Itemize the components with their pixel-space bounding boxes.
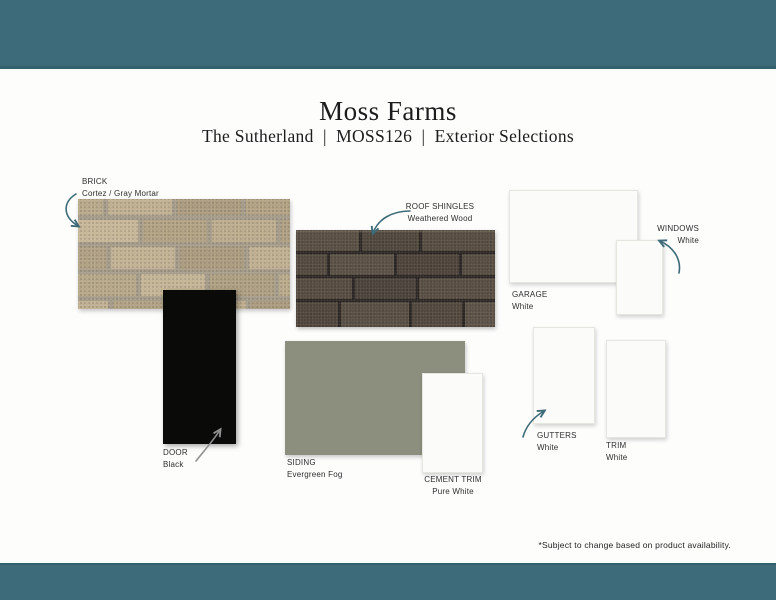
garage-label-title: GARAGE — [512, 290, 548, 299]
door-swatch — [163, 290, 236, 444]
brick-label-title: BRICK — [82, 177, 108, 186]
gutters-label — [537, 430, 577, 453]
brick-label-value: Cortez / Gray Mortar — [82, 188, 159, 198]
cement-trim-label-title: CEMENT TRIM — [424, 475, 482, 484]
gutters-label-title: GUTTERS — [537, 431, 577, 440]
trim-label-value: White — [606, 452, 628, 462]
siding-label — [287, 457, 343, 480]
garage-label — [512, 289, 547, 312]
door-label-value: Black — [163, 459, 184, 469]
brick-label — [82, 176, 159, 199]
trim-label — [606, 440, 627, 463]
page-title: Moss Farms — [319, 96, 457, 126]
roof-shingles-label — [398, 201, 482, 224]
gutters-label-value: White — [537, 442, 559, 452]
trim-swatch — [606, 340, 666, 438]
page-subtitle: The Sutherland | MOSS126 | Exterior Selections — [202, 126, 574, 146]
gutters-swatch — [533, 327, 595, 424]
brick-arrow-icon — [66, 194, 78, 226]
header — [0, 97, 776, 147]
windows-label-value: White — [677, 235, 699, 245]
cement-trim-label — [413, 474, 493, 497]
roof-shingles-label-value: Weathered Wood — [407, 213, 473, 223]
garage-label-value: White — [512, 301, 534, 311]
cement-trim-swatch — [422, 373, 483, 473]
cement-trim-label-value: Pure White — [432, 486, 474, 496]
footnote: *Subject to change based on product availability. — [538, 540, 731, 550]
windows-label — [657, 223, 699, 246]
roof-shingles-label-title: ROOF SHINGLES — [405, 202, 475, 211]
windows-swatch — [616, 240, 663, 315]
shingle-texture-image — [296, 230, 495, 327]
siding-label-value: Evergreen Fog — [287, 469, 343, 479]
windows-label-title: WINDOWS — [657, 224, 699, 233]
roof-shingles-swatch — [296, 230, 495, 327]
trim-label-title: TRIM — [606, 441, 627, 450]
bottom-banner — [0, 563, 776, 600]
siding-label-title: SIDING — [287, 458, 316, 467]
top-banner — [0, 0, 776, 69]
door-label — [163, 447, 188, 470]
door-label-title: DOOR — [163, 448, 188, 457]
